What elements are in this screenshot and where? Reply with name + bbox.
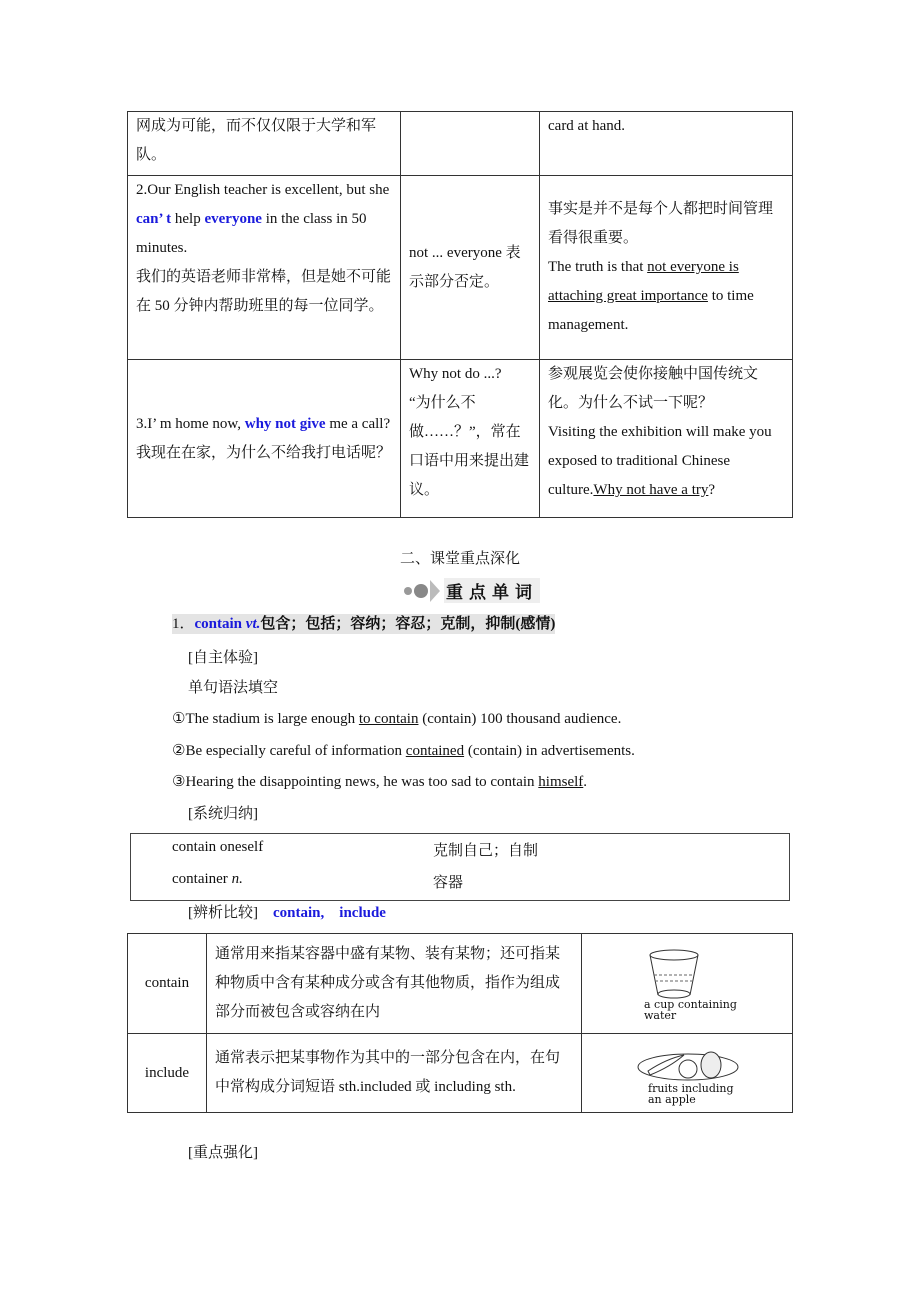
word: contain [128,934,207,1034]
cell [401,112,540,176]
text: container [172,871,232,887]
cell [540,176,793,360]
label: [系统归纳] [188,806,258,822]
description: 通常用来指某容器中盛有某物、装有某物；还可指某种物质中含有某种成分或含有其他物质，指作为组成部分而被包含或容纳在内 [207,934,582,1034]
section-title: 二、课堂重点深化 [399,551,520,567]
description: 通常表示把某事物作为其中的一部分包含在内，在句中常构成分词短语 sth.included 或 including sth. [207,1034,582,1113]
summary-box [130,833,790,901]
answer: to contain [358,711,419,727]
caption [648,1083,784,1105]
words: contain, include [273,905,386,921]
cell [540,360,793,518]
answer-text: not everyone is attaching great importance [548,259,739,304]
text: me a call? [325,415,391,432]
text: 1． [172,616,195,632]
text: to time management. [548,288,754,333]
label: 单句语法填空 [188,680,279,696]
text: Visiting the exhibition will make you exposed to traditional Chinese culture. [548,424,772,498]
text: ? [708,482,716,498]
cell-text: not ... everyone 表示部分否定。 [409,244,521,290]
cell-text: card at hand. [548,118,626,134]
banner-title: 重点单词 [444,578,540,603]
table-row [128,934,793,1034]
answer: contained [405,743,465,759]
translation: 事实是并不是每个人都把时间管理看得很重要。 [548,201,774,246]
answer: himself [538,774,584,790]
table-row [128,1034,793,1113]
caption [644,999,784,1021]
exercise [172,772,587,792]
meaning: 容器 [433,875,464,891]
compare-heading [188,903,386,923]
translation: 我现在在家，为什么不给我打电话呢？ [136,444,392,461]
meaning: 克制自己；自制 [433,843,539,859]
text: (contain) in advertisements. [464,743,635,759]
table-row [128,112,793,176]
word-heading [172,614,555,634]
text: . [583,774,588,790]
text: (contain) 100 thousand audience. [418,711,622,727]
pos: vt. [245,616,261,632]
text: “为什么不做……？”，常在口语中用来提出建议。 [409,395,530,498]
dots-icon [404,580,440,602]
exercise [172,709,621,729]
cell [540,112,793,176]
text: an apple [648,1093,696,1106]
text: water [644,1008,677,1022]
illustration-cell [582,934,793,1034]
text: ①The stadium is large enough [172,711,359,727]
label: [自主体验] [188,650,258,666]
cup-icon [632,947,732,999]
word: contain [194,616,243,632]
cell-text: 网成为可能，而不仅仅限于大学和军队。 [136,118,377,163]
compare-table [127,933,793,1113]
table-row [128,176,793,360]
answer-text: Why not have a try [593,482,709,498]
meaning: 包含；包括；容纳；容忍；克制，抑制(感情) [260,616,556,632]
pos: n. [231,871,243,887]
fruit-plate-icon [636,1041,746,1083]
text: Why not do ...? [409,366,502,382]
exercise [172,741,635,761]
translation: 我们的英语老师非常棒，但是她不可能在 50 分钟内帮助班里的每一位同学。 [136,269,392,314]
cell [128,176,401,360]
banner [404,578,540,603]
cell [401,176,540,360]
label: [重点强化] [188,1145,258,1161]
illustration-cell [582,1034,793,1113]
highlight-text: everyone [204,211,262,227]
text: ②Be especially careful of information [172,743,406,759]
cell [401,360,540,518]
table-row [128,360,793,518]
highlight-text: can’ t [136,211,172,227]
text: The truth is that [548,259,648,275]
example-table [127,111,793,518]
text: 3.I’ m home now, [136,415,245,432]
text: ③Hearing the disappointing news, he was too sad to contain [172,774,539,790]
text: fruits including [648,1082,734,1095]
translation: 参观展览会使你接触中国传统文化。为什么不试一下呢？ [548,366,759,411]
word: include [128,1034,207,1113]
text: a cup containing [644,997,737,1011]
text: 2.Our English teacher is excellent, but she [136,182,390,198]
phrase: contain oneself [172,839,264,855]
phrase [172,871,243,888]
text: in the class in 50 minutes. [136,211,367,256]
cell [128,360,401,518]
cell [128,112,401,176]
highlight-text: why not give [244,415,326,432]
text: help [171,211,205,227]
label: [辨析比较] [188,905,258,921]
